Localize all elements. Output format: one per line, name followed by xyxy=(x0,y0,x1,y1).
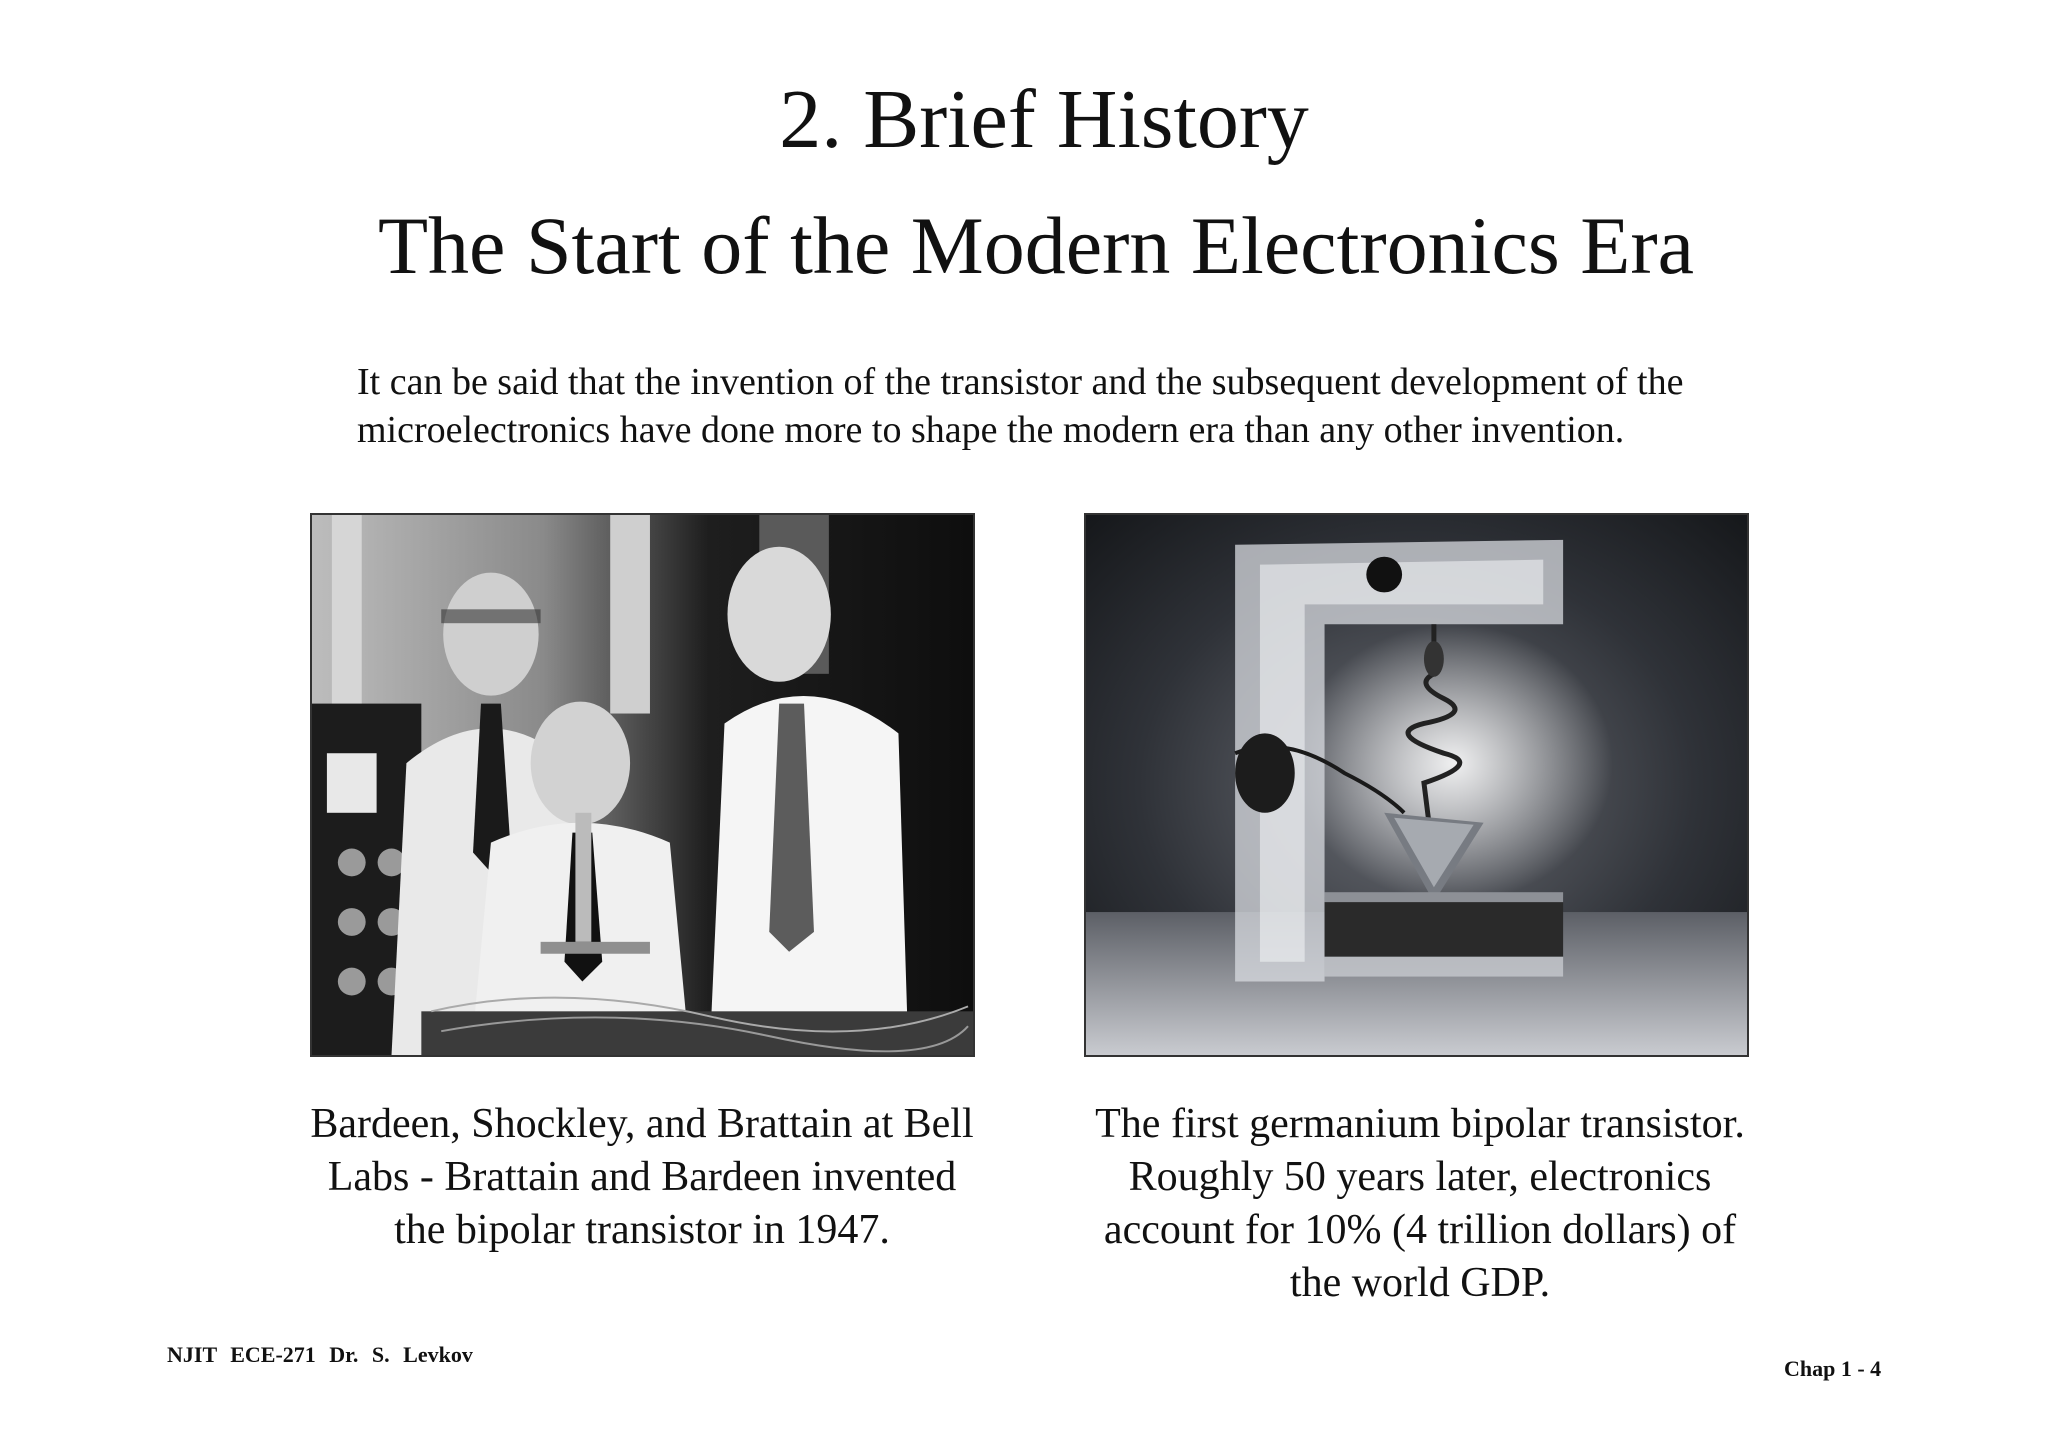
slide-title: 2. Brief History xyxy=(779,73,1309,166)
caption-scientists xyxy=(262,1098,1022,1257)
footer-page-number: Chap 1 - 4 xyxy=(1784,1356,1882,1381)
transistor-photo xyxy=(1084,513,1749,1057)
intro-line-1: It can be said that the invention of the transistor and the subsequent development of the xyxy=(357,361,1684,403)
caption-right-line-2: Roughly 50 years later, electronics xyxy=(1128,1154,1712,1200)
caption-left-line-2: Labs - Brattain and Bardeen invented xyxy=(327,1154,957,1200)
caption-right-line-1: The first germanium bipolar transistor. xyxy=(1095,1101,1745,1147)
slide-subtitle: The Start of the Modern Electronics Era xyxy=(377,200,1695,291)
caption-left-line-1: Bardeen, Shockley, and Brattain at Bell xyxy=(310,1101,974,1147)
scientists-photo xyxy=(310,513,975,1057)
intro-paragraph xyxy=(357,358,1857,454)
caption-transistor xyxy=(1040,1098,1800,1310)
footer-course-info: NJIT ECE-271 Dr. S. Levkov xyxy=(167,1342,473,1367)
scientists-illustration xyxy=(312,515,973,1055)
caption-right-line-4: the world GDP. xyxy=(1289,1260,1551,1306)
intro-line-2: microelectronics have done more to shape the modern era than any other invention. xyxy=(357,409,1625,451)
caption-left-line-3: the bipolar transistor in 1947. xyxy=(394,1207,890,1253)
transistor-illustration xyxy=(1086,515,1747,1055)
caption-right-line-3: account for 10% (4 trillion dollars) of xyxy=(1103,1207,1737,1253)
